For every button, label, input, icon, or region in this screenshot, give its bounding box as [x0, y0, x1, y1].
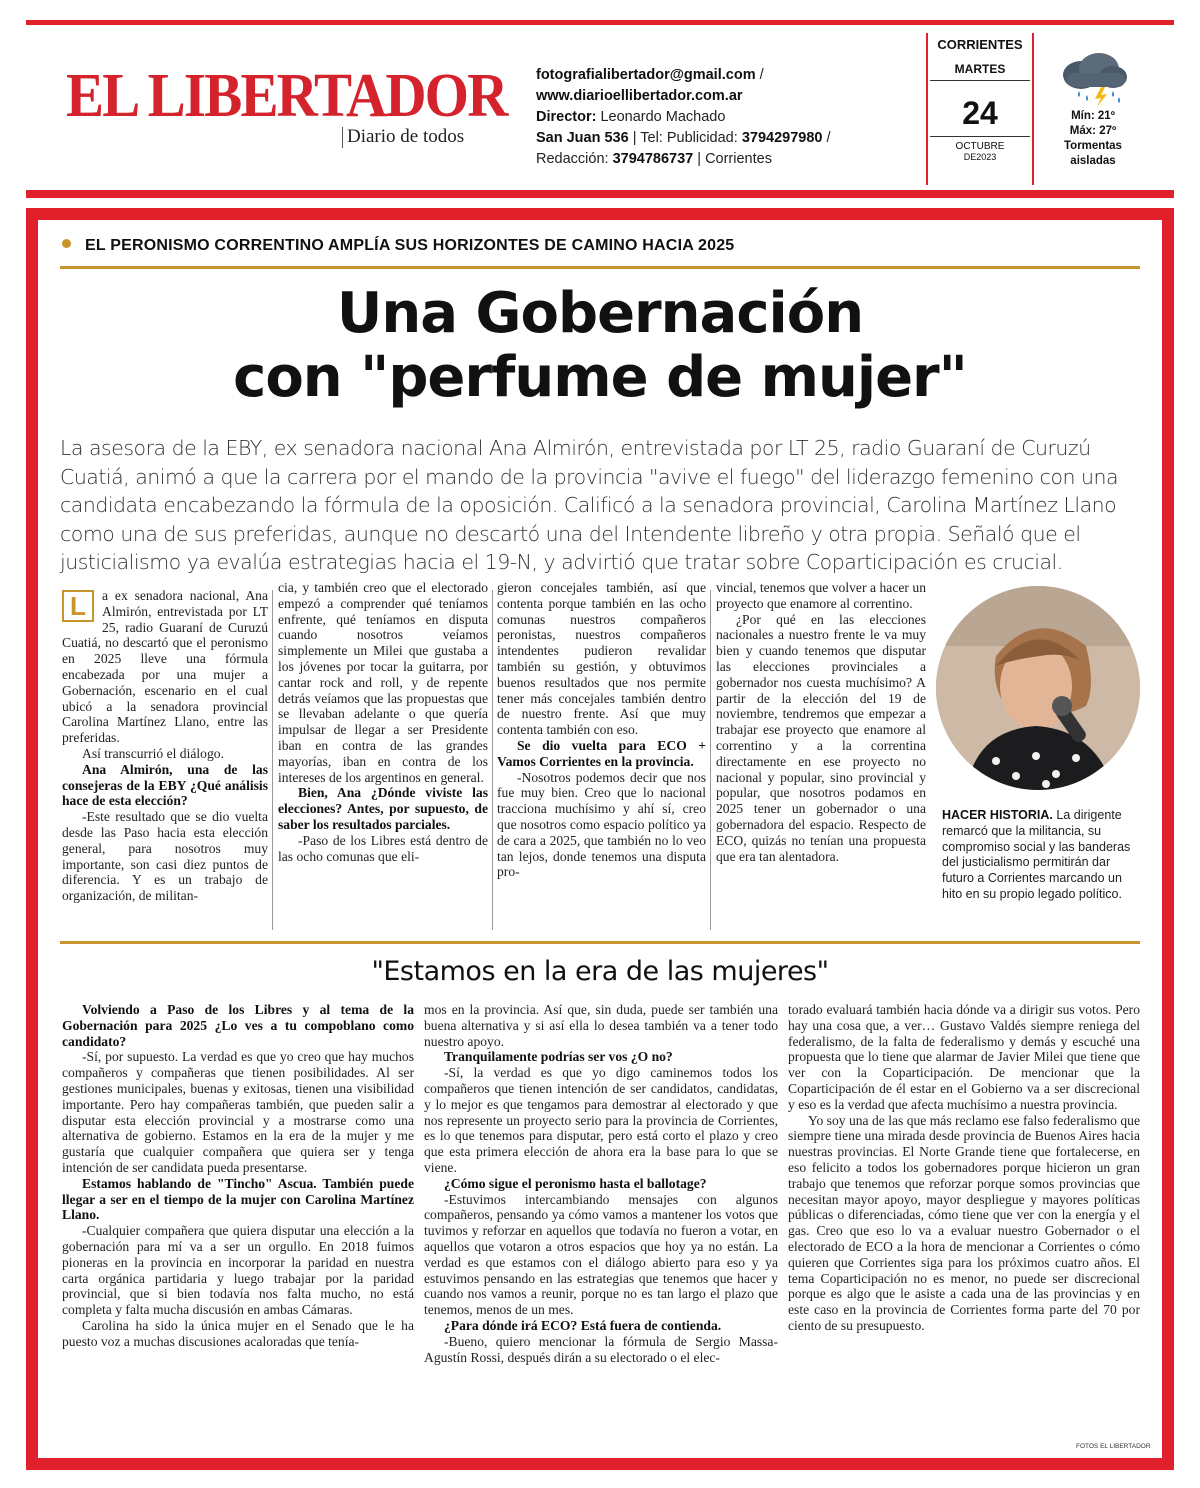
newspaper-tagline: Diario de todos — [342, 127, 464, 148]
bullet-icon — [62, 239, 71, 248]
article-column-4 — [716, 580, 926, 864]
storm-cloud-icon — [1055, 49, 1131, 109]
article-paragraph: -Cualquier compañera que quiera disputar una elección a la gobernación para mí va a ser un orgullo. En 2018 fuimos pioneras en la provincia en incorporar la paridad en nuestra carta orgánica partidaria y luego trabajar por la paridad provincial, que si bien todavía nos falta mucho, no está completa y falta mucha discusión en ambas Cámaras. — [62, 1223, 414, 1318]
caption-text: La dirigente remarcó que la militancia, su compromiso social y las banderas del justicialismo permitirán dar futuro a Corrientes marcando un hito en su propio legado político. — [942, 808, 1131, 901]
interview-question: ¿Para dónde irá ECO? Está fuera de contienda. — [444, 1317, 722, 1333]
article-column-1 — [62, 588, 268, 904]
date-month: OCTUBRE — [955, 141, 1005, 152]
article-paragraph: -Este resultado que se dio vuelta desde las Paso hacia esta elección general, para nosotros muy importante, son casi diez puntos de diferencia. Y es un trabajo de organización, de militan- — [62, 809, 268, 904]
interview-question: Estamos hablando de "Tincho" Ascua. También puede llegar a ser en el tiempo de la mujer con Carolina Martínez Llano. — [62, 1175, 414, 1223]
weather-condition-2: aisladas — [1070, 155, 1116, 167]
article-kicker — [62, 237, 734, 255]
article-paragraph: -Sí, por supuesto. La verdad es que yo creo que hay muchos compañeros y compañeras que tienen posibilidades. Al ser gestiones municipales, buenas y exitosas, tienen una visibilidad importante. Pero hay compañeras también, que pueden salir a disputar esta elección provincial y a mostrarse como una alternativa de gobierno. Estamos en la era de la mujer y me gustaría que cualquier compañera que quiera ser y tenga intención de ser candidata pueda presentarse. — [62, 1049, 414, 1175]
interview-question: Ana Almirón, una de las consejeras de la EBY ¿Qué análisis hace de esta elección? — [62, 761, 268, 809]
article-paragraph: -Sí, la verdad es que yo digo caminemos todos los compañeros que tienen intención de ser candidatos, candidatas, y lo mejor es que tengamos para demostrar al electorado y que nos represente un proyecto serio para la provincia de Corrientes, es lo que tenemos para disputar, pero está corto el plazo y creo que esta primera elección de ahora era la base para lo que se viene. — [424, 1065, 778, 1175]
article-paragraph: -Paso de los Libres está dentro de las ocho comunas que eli- — [278, 832, 488, 864]
article-paragraph: ¿Por qué en las elecciones nacionales a nuestro frente le va muy bien y cuando tenemos que disputar las elecciones provinciales a gobernador nos cuesta muchísimo? A partir de la elección del 19 de noviembre, tendremos que empezar a trabajar ese proyecto que enamore al correntino y a la correntina directamente en ese proyecto no nacional y popular, sino provincial y popular, que nosotros podamos en 2025 tener un gobernador o una gobernadora del espacio. Respecto de ECO, quizás no tenían una propuesta que era tan alentadora. — [716, 611, 926, 864]
interviewee-photo — [936, 586, 1140, 790]
date-city: CORRIENTES — [937, 37, 1023, 52]
date-weekday: MARTES — [954, 62, 1006, 76]
article-column-5 — [62, 1002, 414, 1350]
article-column-2 — [278, 580, 488, 864]
column-divider — [272, 590, 273, 930]
article-column-7 — [788, 1002, 1140, 1334]
photo-caption — [942, 808, 1136, 903]
article-headline — [60, 282, 1140, 410]
newspaper-logo[interactable]: EL LIBERTADOR — [66, 62, 507, 130]
article-paragraph: cia, y también creo que el electorado empezó a comprender qué teníamos enfrente, qué teníamos en disputa cuando nosotros veíamos simplemente un Milei que gustaba a los jóvenes por tocar la guitarra, por cantar rock and roll, y de repente detrás veíamos que las propuestas que se llevaban adelante o que quería impulsar de llegar a ser Presidente iban en contra de las grandes mayorías, iban en contra de los intereses de los argentinos en general. — [278, 580, 488, 785]
article-paragraph: gieron concejales también, así que contenta porque también en las ocho comunas nuestros compañeros peronistas, nuestros compañeros intendentes pudieron revalidar también su gestión, y obtuvimos buenos resultados que nos permite tener más concejales también dentro de nuestro frente. Así que muy contenta también con eso. — [497, 580, 706, 738]
divider-left — [926, 33, 928, 185]
article-paragraph: a ex senadora nacional, Ana Almirón, entrevistada por LT 25, radio Guaraní de Curuzú Cuatiá, no descartó que el peronismo en 2025 lleve una fórmula encabezada por una mujer a Gobernación, escenario en el cual ubicó a la senadora provincial Carolina Martínez Llano, entre las preferidas. — [62, 588, 268, 746]
contact-website[interactable]: www.diarioellibertador.com.ar — [536, 88, 743, 104]
photo-credit: FOTOS EL LIBERTADOR — [1076, 1443, 1151, 1450]
interview-question: Volviendo a Paso de los Libres y al tema de la Gobernación para 2025 ¿Lo ves a tu compoblano como candidato? — [62, 1002, 414, 1049]
article-subhead: "Estamos en la era de las mujeres" — [371, 956, 829, 987]
address: San Juan 536 — [536, 130, 629, 146]
masthead-contact: fotografialibertador@gmail.com / www.diarioellibertador.com.ar Director: Leonardo Machado San Juan 536 | Tel: Publicidad: 3794297980 / Redacción: 3794786737 | Corrientes — [536, 67, 831, 167]
director-name: Leonardo Machado — [600, 109, 726, 125]
date-separator — [930, 80, 1030, 81]
kicker-rule — [60, 266, 1140, 269]
date-day: 24 — [962, 95, 998, 131]
interview-question: ¿Cómo sigue el peronismo hasta el ballotage? — [444, 1175, 707, 1191]
divider-right — [1032, 33, 1034, 185]
article-paragraph: torado evaluará también hacia dónde va a dirigir sus votos. Pero hay una cosa que, a ver… Gustavo Valdés siempre reniega del federalismo, de la falta de federalismo y demás y escuché una propuesta que lo tiene que alarmar de Javier Milei que tiene que ver con la Coparticipación. De mencionar que la Coparticipación de él estar en el Gobierno va a ser discrecional y eso es la verdad que afecta muchísimo a nuestra provincia. — [788, 1002, 1140, 1112]
weather-max: Máx: 27º — [1069, 125, 1117, 137]
article-paragraph: Yo soy una de las que más reclamo ese falso federalismo que siempre tiene una mirada desde provincia de Buenos Aires hacia nuestras provincias. El Norte Grande tiene que fortalecerse, en eso felicito a todos los gobernadores porque hicieron un gran trabajo que tenemos que reforzar porque somos provincias que necesitan mayor apoyo, mayor despliegue y mayores políticas públicas o diferenciadas, cómo tiene que ver con la energía y el gas. Creo que eso lo va a evaluar nuestro Gobernador o el electorado de ECO a la hora de mencionar a Corrientes o cómo quieren que Corrientes siga para los próximos cuatro años. El tema Coparticipación no es menor, no puede ser discrecional porque es algo que le asiste a cada una de las provincias y en este caso en la provincia de Corrientes forma parte del 70 por ciento de su presupuesto. — [788, 1112, 1140, 1333]
director-label: Director: — [536, 109, 597, 125]
weather-condition-1: Tormentas — [1064, 140, 1122, 152]
newsroom-tel: 3794786737 — [612, 151, 694, 167]
article-paragraph: Así transcurrió el diálogo. — [82, 745, 224, 761]
header-red-bar — [26, 190, 1174, 198]
kicker-text: EL PERONISMO CORRENTINO AMPLÍA SUS HORIZONTES DE CAMINO HACIA 2025 — [85, 237, 735, 254]
caption-title: HACER HISTORIA. — [942, 808, 1053, 822]
article-column-6 — [424, 1002, 778, 1365]
section-rule — [60, 941, 1140, 944]
drop-cap: L — [62, 590, 94, 622]
article-paragraph: -Nosotros podemos decir que nos fue muy bien. Creo que lo nacional tracciona muchísimo y ahí sí, creo que nosotros como espacio político ya de cara a 2025, que también no lo veo tan lejos, donde tenemos una disputa pro- — [497, 769, 706, 880]
interview-question: Bien, Ana ¿Dónde viviste las elecciones? Antes, por supuesto, de saber los resultados parciales. — [278, 785, 488, 832]
article-paragraph: vincial, tenemos que volver a hacer un proyecto que enamore al correntino. — [716, 580, 926, 611]
column-divider — [492, 590, 493, 930]
tel-ads: 3794297980 — [741, 130, 823, 146]
article-column-3 — [497, 580, 706, 880]
newsroom-label: Redacción: — [536, 151, 609, 167]
contact-email[interactable]: fotografialibertador@gmail.com — [536, 67, 756, 83]
date-year: DE2023 — [963, 152, 997, 162]
date-box — [930, 37, 1030, 162]
masthead — [26, 25, 1174, 190]
article-paragraph: -Estuvimos intercambiando mensajes con algunos compañeros, pensando ya cómo vamos a mantener los votos que tuvimos y reforzar en aquellos que todavía no fueron a votar, en aquellos que votaron a otros espacios que hoy ya no están. La verdad es que estamos con el diálogo abierto para eso y ya estuvimos pensando en las estrategias que tenemos que hacer y cuando nos vamos a reunir, porque no es tan largo el plazo que tenemos, menos de un mes. — [424, 1191, 778, 1318]
portrait-illustration — [936, 586, 1140, 790]
tel-label: Tel: Publicidad: — [640, 130, 738, 146]
contact-city: Corrientes — [705, 151, 772, 167]
article-paragraph: -Bueno, quiero mencionar la fórmula de Sergio Massa-Agustín Rossi, después dirán a su electorado o el elec- — [424, 1333, 778, 1365]
article-paragraph: mos en la provincia. Así que, sin duda, puede ser también una buena alternativa y si así ella lo desea también va a tener todo nuestro apoyo. — [424, 1002, 778, 1049]
weather-box — [1038, 49, 1148, 169]
column-divider — [710, 590, 711, 930]
headline-line-1: Una Gobernación — [336, 281, 864, 346]
date-separator — [930, 136, 1030, 137]
interview-question: Tranquilamente podrías ser vos ¿O no? — [444, 1049, 673, 1065]
headline-line-2: con "perfume de mujer" — [233, 345, 967, 410]
article-paragraph: Carolina ha sido la única mujer en el Senado que le ha puesto voz a muchas discusiones acaloradas que tenía- — [62, 1317, 414, 1349]
weather-min: Mín: 21º — [1071, 110, 1115, 122]
interview-question: Se dio vuelta para ECO + Vamos Corrientes en la provincia. — [497, 737, 706, 769]
article-lead: La asesora de la EBY, ex senadora nacional Ana Almirón, entrevistada por LT 25, radio Guaraní de Curuzú Cuatiá, animó a que la carrera por el mando de la provincia "avive el fuego" del liderazgo femenino con una candidata encabezando la fórmula de la oposición. Calificó a la senadora provincial, Carolina Martínez Llano como una de sus preferidas, aunque no descartó una del Intendente libreño y otra propia. Señaló que el justicialismo ya evalúa estrategias hacia el 19-N, y advirtió que tratar sobre Coparticipación es crucial. — [60, 436, 1119, 574]
